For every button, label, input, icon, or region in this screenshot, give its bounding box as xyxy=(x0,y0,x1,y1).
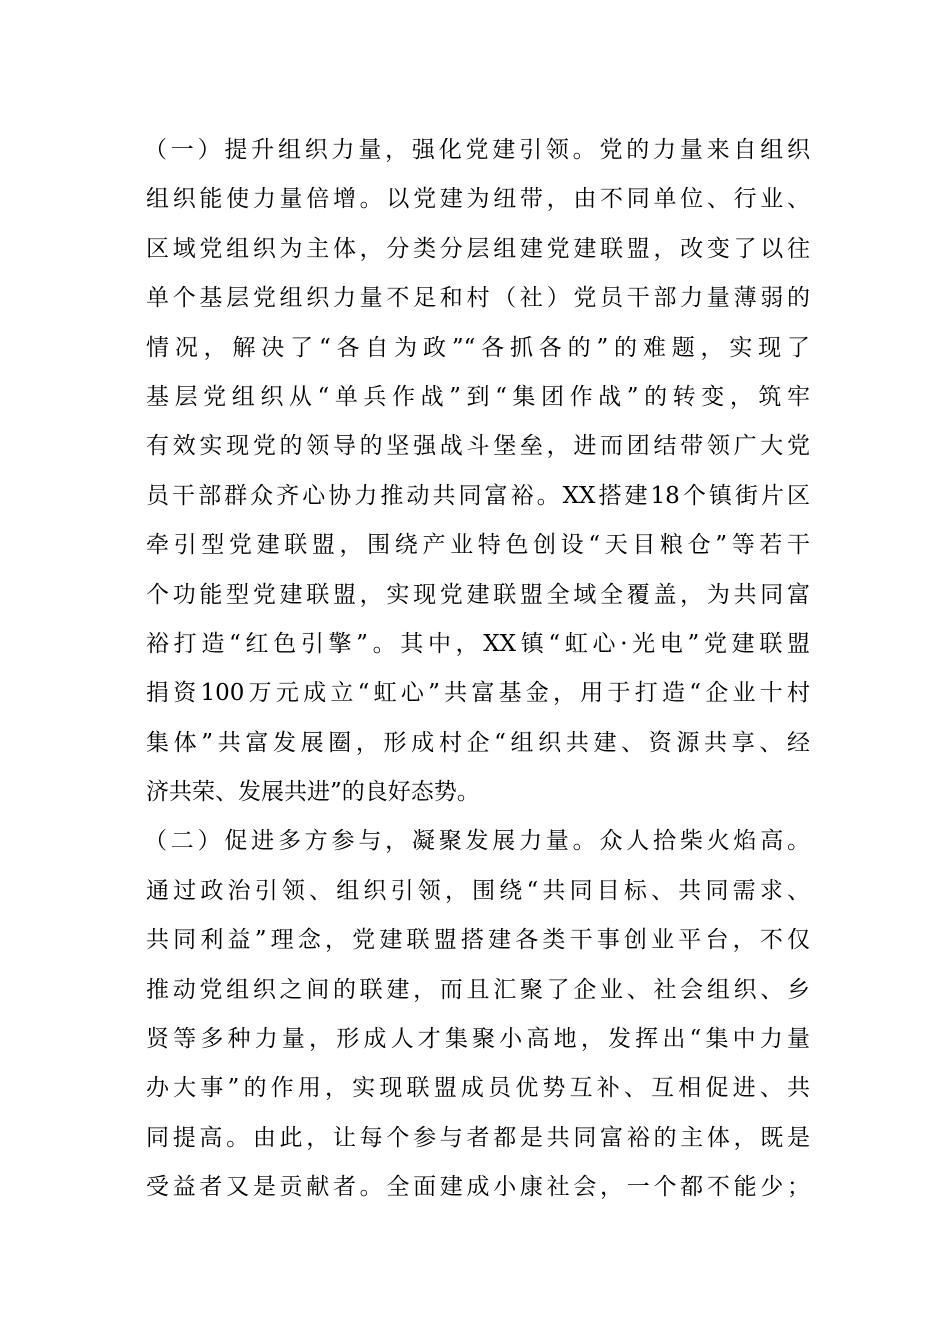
text-line: 共同利益”理念，党建联盟搭建各类干事创业平台，不仅 xyxy=(146,927,810,954)
text-line: 集体”共富发展圈，形成村企“组织共建、资源共享、经 xyxy=(146,729,810,756)
paragraph-2 xyxy=(146,817,810,1212)
text-line: 个功能型党建联盟，实现党建联盟全域全覆盖，为共同富 xyxy=(146,581,810,608)
text-line: 牵引型党建联盟，围绕产业特色创设“天目粮仓”等若干 xyxy=(146,532,810,559)
text-line: 单个基层党组织力量不足和村（社）党员干部力量薄弱的 xyxy=(146,285,810,312)
text-line: 贤等多种力量，形成人才集聚小高地，发挥出“集中力量 xyxy=(146,1026,810,1053)
document-body xyxy=(146,126,810,1213)
text-line: 同提高。由此，让每个参与者都是共同富裕的主体，既是 xyxy=(146,1124,810,1151)
text-line: 情况，解决了“各自为政”“各抓各的”的难题，实现了 xyxy=(146,334,810,361)
text-line: 济共荣、发展共进”的良好态势。 xyxy=(146,779,480,806)
text-line: 区域党组织为主体，分类分层组建党建联盟，改变了以往 xyxy=(146,235,810,262)
text-line: 通过政治引领、组织引领，围绕“共同目标、共同需求、 xyxy=(146,877,810,904)
text-line: 捐资100万元成立“虹心”共富基金，用于打造“企业十村 xyxy=(146,680,810,707)
text-line: 推动党组织之间的联建，而且汇聚了企业、社会组织、乡 xyxy=(146,976,810,1003)
text-line: 基层党组织从“单兵作战”到“集团作战”的转变，筑牢 xyxy=(146,383,810,410)
text-line: 有效实现党的领导的坚强战斗堡垒，进而团结带领广大党 xyxy=(146,433,810,460)
text-line: （二）促进多方参与，凝聚发展力量。众人拾柴火焰高。 xyxy=(144,828,810,855)
text-line: （一）提升组织力量，强化党建引领。党的力量来自组织 xyxy=(144,137,810,163)
text-line: 办大事”的作用，实现联盟成员优势互补、互相促进、共 xyxy=(146,1075,810,1102)
text-line: 员干部群众齐心协力推动共同富裕。XX搭建18个镇街片区 xyxy=(146,482,810,509)
text-line: 受益者又是贡献者。全面建成小康社会，一个都不能少； xyxy=(146,1174,810,1201)
paragraph-1 xyxy=(146,126,810,817)
text-line: 裕打造“红色引擎”。其中，XX镇“虹心·光电”党建联盟 xyxy=(146,630,810,657)
text-line: 组织能使力量倍增。以党建为纽带，由不同单位、行业、 xyxy=(146,186,810,213)
